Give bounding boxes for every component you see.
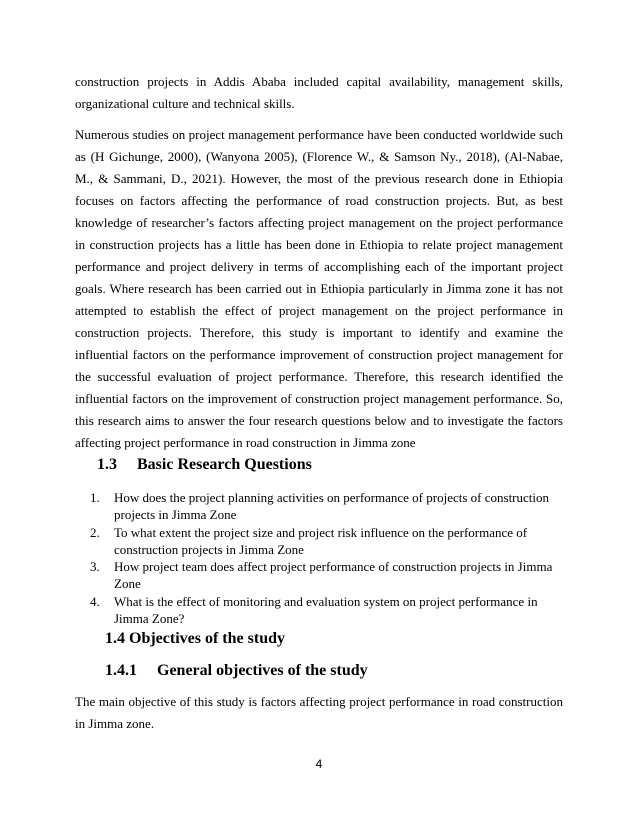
section-1-3-heading xyxy=(97,456,312,474)
general-objective-paragraph: The main objective of this study is factors affecting project performance in road construction in Jimma zone. xyxy=(75,694,563,731)
research-questions-list xyxy=(90,489,560,627)
list-item xyxy=(90,558,560,593)
section-1-4-heading: 1.4 Objectives of the study xyxy=(105,630,285,647)
intro-continuation-paragraph: construction projects in Addis Ababa included capital availability, management skills, organizational culture and technical skills. xyxy=(75,74,563,111)
list-item-text: What is the effect of monitoring and evaluation system on project performance in Jimma Zone? xyxy=(114,593,538,627)
list-item-number: 4. xyxy=(90,593,100,609)
studies-paragraph: Numerous studies on project management performance have been conducted worldwide such as (H Gichunge, 2000), (Wanyona 2005), (Florence W., & Samson Ny., 2018), (Al-Nabae, M., & Sammani, D., 2021). However, the most of the previous research done in Ethiopia focuses on factors affecting the performance of road construction projects. But, as best knowledge of researcher’s factors affecting project management on the project performance in construction projects has a little has been done in Ethiopia to relate project management performance and project delivery in terms of accomplishing each of the important project goals. Where research has been carried out in Ethiopia particularly in Jimma zone it has not attempted to establish the effect of project management on the project performance in construction projects. Therefore, this study is important to identify and examine the influential factors on the performance improvement of construction project management for the successful evaluation of project performance. Therefore, this research identified the influential factors on the improvement of construction project management performance. So, this research aims to answer the four research questions below and to investigate the factors affecting project performance in road construction in Jimma zone xyxy=(75,127,563,450)
list-item-text: How does the project planning activities on performance of projects of construction projects in Jimma Zone xyxy=(114,490,550,523)
list-item-text: To what extent the project size and project risk influence on the performance of construction projects in Jimma Zone xyxy=(114,524,528,557)
list-item xyxy=(90,489,560,524)
section-1-4-1-heading xyxy=(105,662,368,680)
list-item-number: 1. xyxy=(90,490,100,505)
list-item-text: How project team does affect project performance of construction projects in Jimma Zone xyxy=(114,559,553,592)
section-1-3-title: Basic Research Questions xyxy=(137,456,312,473)
section-1-3-number: 1.3 xyxy=(97,456,117,473)
page-number: 4 xyxy=(315,757,323,771)
list-item-number: 3. xyxy=(90,559,100,575)
section-1-4-1-number: 1.4.1 xyxy=(105,662,137,679)
list-item xyxy=(90,593,560,628)
section-1-4-1-title: General objectives of the study xyxy=(157,662,368,679)
list-item xyxy=(90,524,560,559)
list-item-number: 2. xyxy=(90,524,100,540)
